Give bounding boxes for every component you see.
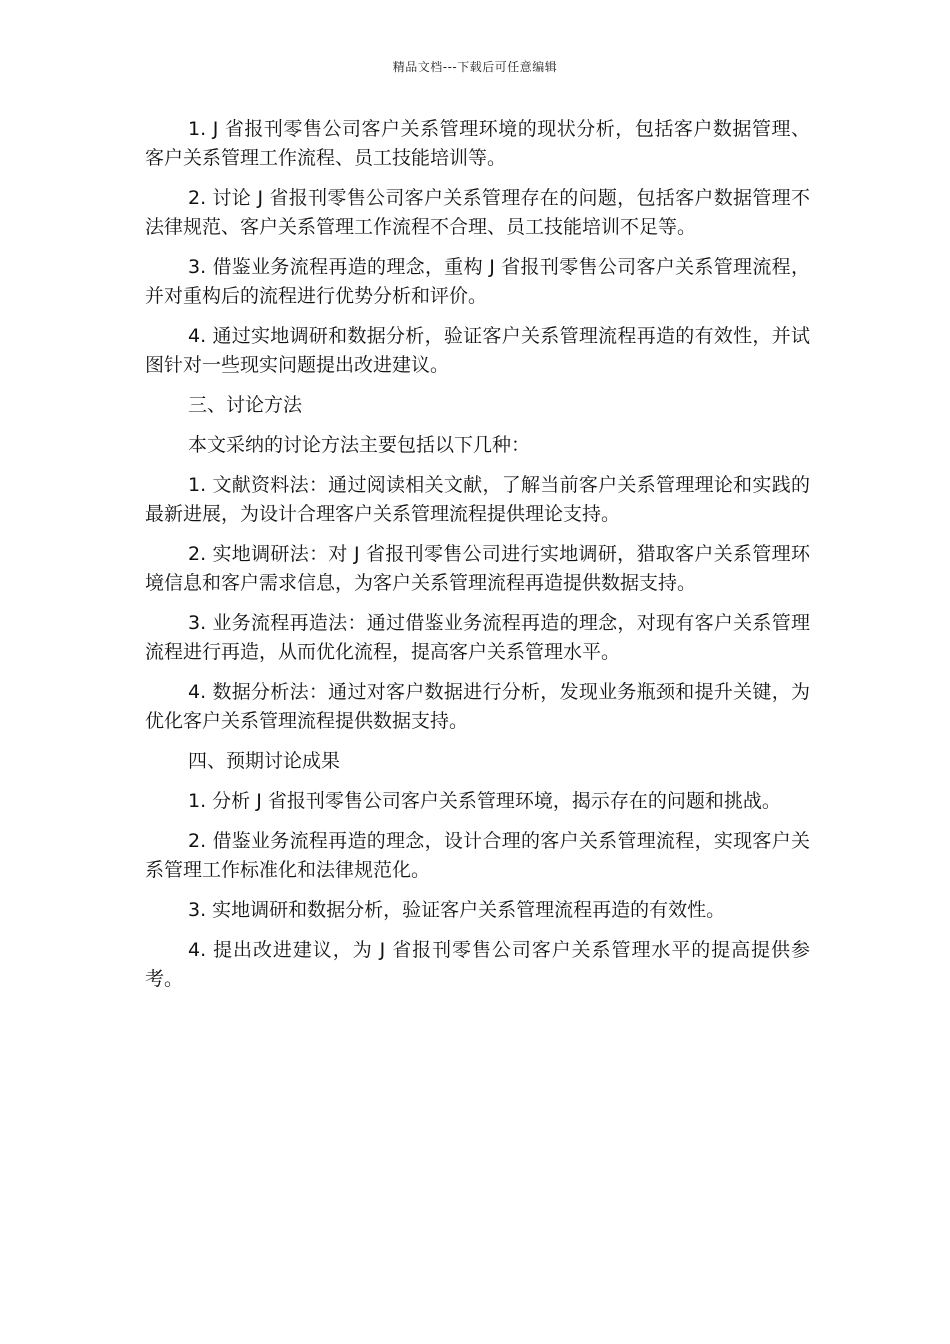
paragraph-outcome-2: 2. 借鉴业务流程再造的理念，设计合理的客户关系管理流程，实现客户关系管理工作标准化和法律规范化。 [145,830,810,881]
paragraph-method-2: 2. 实地调研法：对 J 省报刊零售公司进行实地调研，猎取客户关系管理环境信息和客户需求信息，为客户关系管理流程再造提供数据支持。 [145,543,810,594]
paragraph-objective-2: 2. 讨论 J 省报刊零售公司客户关系管理存在的问题，包括客户数据管理不法律规范、客户关系管理工作流程不合理、员工技能培训不足等。 [145,187,810,238]
section-heading-outcomes: 四、预期讨论成果 [188,750,341,772]
paragraph-objective-1: 1. J 省报刊零售公司客户关系管理环境的现状分析，包括客户数据管理、客户关系管理工作流程、员工技能培训等。 [145,118,810,169]
paragraph-objective-4: 4. 通过实地调研和数据分析，验证客户关系管理流程再造的有效性，并试图针对一些现实问题提出改进建议。 [145,325,810,376]
section-heading-methods: 三、讨论方法 [188,394,303,416]
paragraph-outcome-1: 1. 分析 J 省报刊零售公司客户关系管理环境，揭示存在的问题和挑战。 [188,790,781,812]
page-header: 精品文档---下载后可任意编辑 [392,60,558,74]
document-body [145,115,810,1005]
paragraph-outcome-3: 3. 实地调研和数据分析，验证客户关系管理流程再造的有效性。 [188,899,726,921]
paragraph-method-4: 4. 数据分析法：通过对客户数据进行分析，发现业务瓶颈和提升关键，为优化客户关系管理流程提供数据支持。 [145,681,810,732]
paragraph-outcome-4: 4. 提出改进建议，为 J 省报刊零售公司客户关系管理水平的提高提供参考。 [145,939,810,990]
paragraph-objective-3: 3. 借鉴业务流程再造的理念，重构 J 省报刊零售公司客户关系管理流程，并对重构后的流程进行优势分析和评价。 [145,256,810,307]
paragraph-methods-intro: 本文采纳的讨论方法主要包括以下几种： [188,434,531,456]
paragraph-method-1: 1. 文献资料法：通过阅读相关文献，了解当前客户关系管理理论和实践的最新进展，为设计合理客户关系管理流程提供理论支持。 [145,474,810,525]
paragraph-method-3: 3. 业务流程再造法：通过借鉴业务流程再造的理念，对现有客户关系管理流程进行再造，从而优化流程，提高客户关系管理水平。 [145,612,810,663]
